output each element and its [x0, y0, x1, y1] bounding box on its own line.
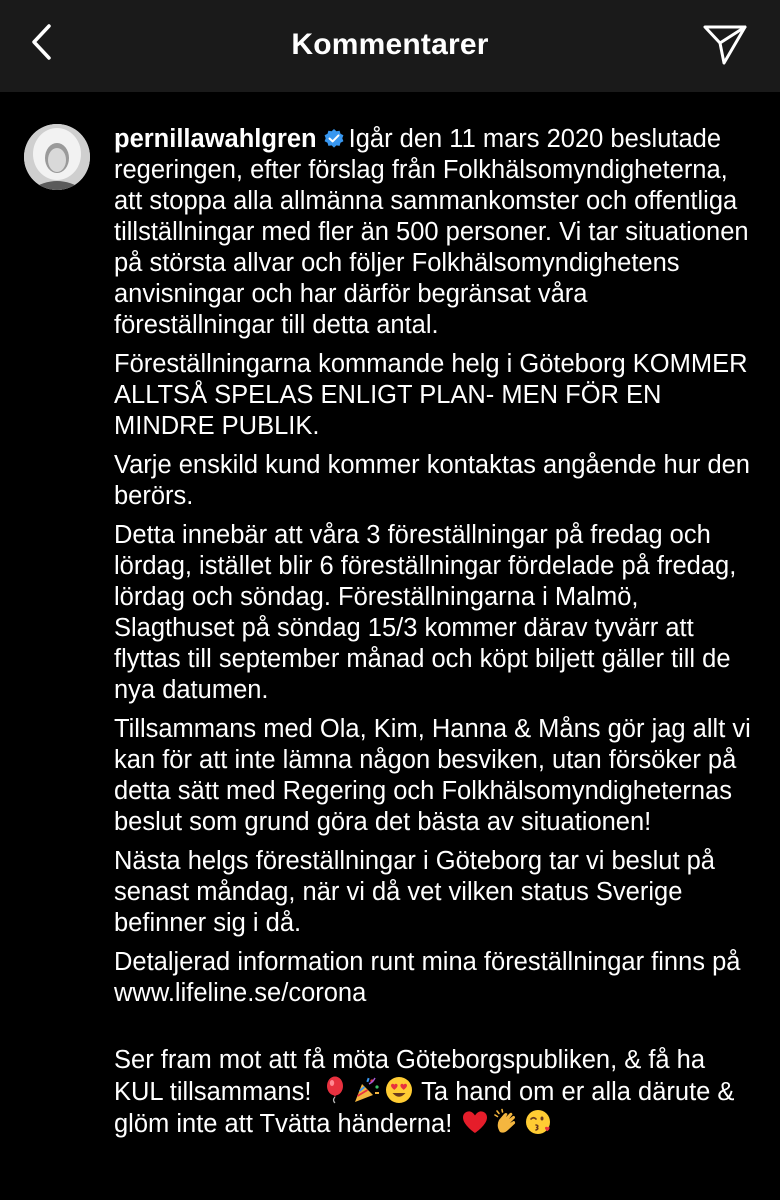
caption-paragraph: Föreställningarna kommande helg i Göteborg KOMMER ALLTSÅ SPELAS ENLIGT PLAN- MEN FÖR EN MINDRE PUBLIK. [114, 350, 748, 440]
paper-plane-icon [702, 22, 748, 66]
clapping-hands-emoji [493, 1108, 521, 1136]
caption-paragraph: Detaljerad information runt mina föreställningar finns på www.lifeline.se/corona [114, 948, 741, 1007]
avatar[interactable] [24, 124, 90, 190]
page-title: Kommentarer [291, 28, 489, 61]
caption-paragraph: Tillsammans med Ola, Kim, Hanna & Måns gör jag allt vi kan för att inte lämna någon besviken, utan försöker på detta sätt med Regering och Folkhälsomyndigheternas beslut som grund göra det bästa av situationen! [114, 715, 751, 836]
share-button[interactable] [700, 20, 750, 68]
closing-text-1: Ser fram mot att få möta Göteborgspubliken, & få ha KUL tillsammans! [114, 1046, 706, 1106]
party-popper-emoji [353, 1076, 381, 1104]
caption-paragraph: Detta innebär att våra 3 föreställningar på fredag och lördag, istället blir 6 föreställningar fördelade på fredag, lördag och söndag. Föreställningarna i Malmö, Slagthuset på söndag 15/3 kommer därav tyvärr att flyttas till september månad och köpt biljett gäller till de nya datumen. [114, 521, 737, 704]
username[interactable]: pernillawahlgren [114, 125, 317, 153]
caption-paragraph: Nästa helgs föreställningar i Göteborg tar vi beslut på senast måndag, när vi då vet vilken status Sverige befinner sig i då. [114, 847, 715, 937]
face-blowing-kiss-emoji [525, 1108, 553, 1136]
caption-paragraph-text: Igår den 11 mars 2020 beslutade regeringen, efter förslag från Folkhälsomyndigheterna, att stoppa alla allmänna sammankomster och offentliga tillställningar med fler än 500 personer. Vi tar situationen på största allvar och följer Folkhälsomyndighetens anvisningar och har därför begränsat våra föreställningar till detta antal. [114, 125, 749, 339]
caption-paragraph: Varje enskild kund kommer kontaktas angående hur den berörs. [114, 451, 750, 510]
red-heart-emoji [461, 1108, 489, 1136]
closing-text-2: Ta hand om er alla därute & glöm inte att Tvätta händerna! [114, 1078, 735, 1138]
profile-photo [24, 124, 90, 190]
heart-eyes-emoji [385, 1076, 413, 1104]
caption-closing [114, 1045, 754, 1140]
verified-badge-icon [323, 128, 345, 150]
top-bar [0, 0, 780, 92]
caption-text [114, 124, 754, 1148]
caption-paragraph [114, 124, 754, 341]
balloon-emoji [321, 1076, 349, 1104]
